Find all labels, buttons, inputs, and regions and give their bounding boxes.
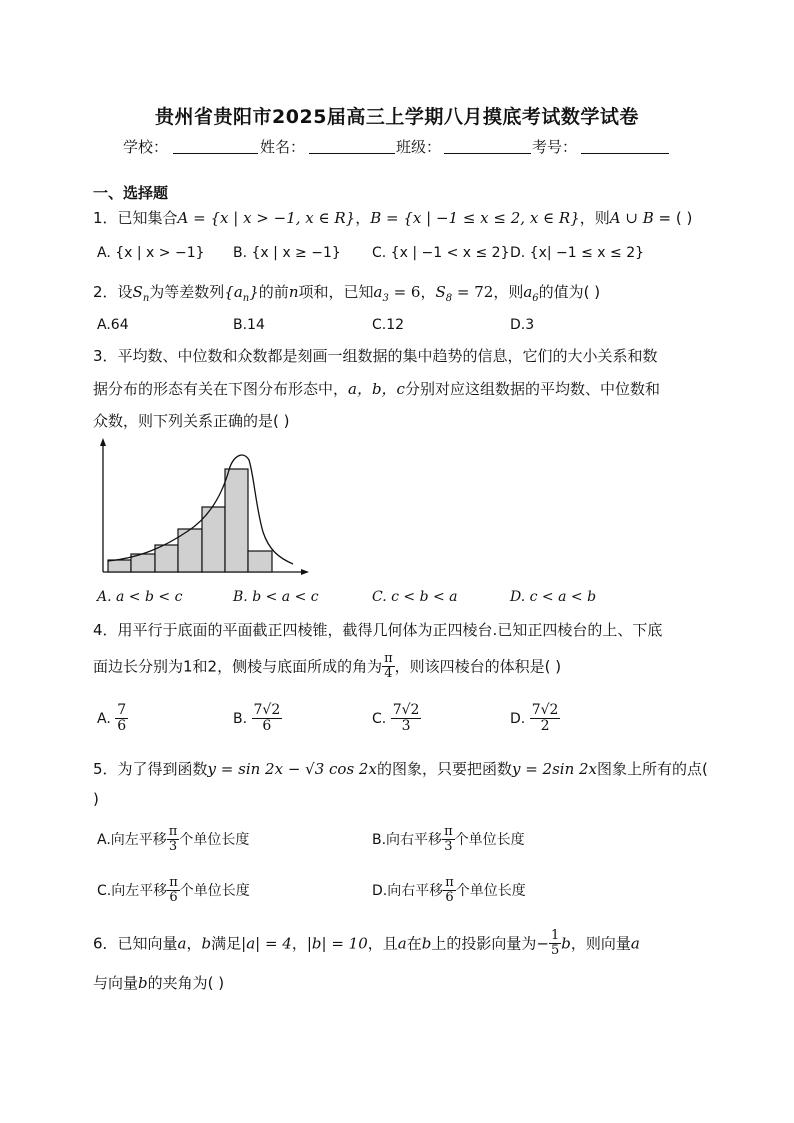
q3-option-d-text: D. c < a < b [510, 589, 597, 605]
q3-line2-text-a: 据分布的形态有关在下图分布形态中， [93, 380, 349, 398]
school-blank[interactable] [173, 139, 258, 154]
q5-option-c-tail: 个单位长度 [179, 882, 250, 899]
q1-suffix: = ( ) [653, 209, 693, 227]
q6-comma-2: ， [291, 934, 307, 953]
question-3-line-2 [93, 378, 660, 399]
q5-option-d-fraction [443, 876, 456, 906]
q2-a6: a [523, 283, 533, 301]
q4-line2-text-a: 面边长分别为1和2，侧棱与底面所成的角为 [93, 657, 383, 676]
q2-sn-sub: n [142, 293, 150, 304]
q5-option-b-tail: 个单位长度 [454, 831, 525, 848]
q1-union: A ∪ B [609, 209, 654, 227]
name-blank[interactable] [309, 139, 395, 154]
q5-function-2: y = 2sin 2x [511, 760, 598, 778]
q2-option-a[interactable]: A.64 [97, 317, 129, 333]
q5-option-c-numerator: π [169, 875, 178, 890]
q4-option-d-denominator: 2 [540, 718, 550, 735]
q1-option-c[interactable]: C. {x | −1 < x ≤ 2} [372, 245, 510, 261]
q6-projection-numerator: 1 [550, 928, 560, 943]
q5-text-b: 的图象，只要把函数 [376, 760, 512, 778]
q3-line2-text-b: 分别对应这组数据的平均数、中位数和 [404, 380, 660, 398]
q4-option-b-numerator: 7√2 [253, 702, 281, 718]
q2-s8-value: = 72，则 [452, 283, 524, 301]
q5-option-b[interactable] [372, 825, 525, 855]
q4-option-b-label: B. [233, 710, 248, 727]
q5-option-b-numerator: π [444, 824, 453, 839]
q5-option-a-tail: 个单位长度 [179, 831, 250, 848]
q5-option-b-denominator: 3 [444, 839, 453, 855]
q6-line2-text-b: 的夹角为( ) [147, 974, 225, 992]
q4-option-c-fraction [391, 703, 422, 735]
q2-sn: S [132, 283, 143, 301]
q6-line2-text-a: 与向量 [93, 974, 139, 992]
q6-vector-a-3: a [630, 934, 640, 953]
exam-number-blank[interactable] [581, 139, 669, 154]
q5-text-c: 图象上所有的点( [597, 760, 708, 778]
q1-option-d[interactable]: D. {x| −1 ≤ x ≤ 2} [510, 245, 645, 261]
q1-set-b: B = {x | −1 ≤ x ≤ 2, x ∈ R} [370, 209, 580, 227]
q4-option-a-fraction [115, 703, 128, 735]
exam-number-field-label: 考号： [532, 138, 578, 156]
q6-text-5: ，则向量 [570, 934, 631, 953]
q5-option-a-label: A.向左平移 [97, 831, 167, 848]
q2-an: {a [224, 283, 243, 301]
q5-option-d-tail: 个单位长度 [455, 882, 526, 899]
q6-vector-a: a [177, 934, 187, 953]
histogram-bar [225, 469, 248, 572]
q2-n: n [288, 283, 299, 301]
q4-option-b-fraction [252, 703, 283, 735]
question-2 [93, 281, 600, 304]
question-6-line-1 [93, 929, 640, 959]
q3-option-b[interactable] [233, 589, 319, 605]
q6-comma-1: ， [186, 934, 202, 953]
question-4-line-2 [93, 652, 561, 682]
q1-prefix: 1．已知集合 [93, 209, 178, 227]
question-5-line-1 [93, 758, 708, 779]
q2-an-sub: n [242, 293, 250, 304]
q4-option-d[interactable] [510, 703, 560, 735]
class-field-label: 班级： [396, 138, 442, 156]
q1-option-a[interactable]: A. {x | x > −1} [97, 245, 205, 261]
q3-distribution-figure [93, 436, 313, 581]
q4-option-b[interactable] [233, 703, 282, 735]
section-title: 一、选择题 [93, 184, 169, 202]
q5-option-b-label: B.向右平移 [372, 831, 443, 848]
q6-text-1: 满足 [211, 934, 242, 953]
y-axis-arrow [100, 438, 106, 446]
q6-text-2: ，且 [367, 934, 398, 953]
q2-a3-sub: 3 [382, 293, 389, 304]
histogram-bar [155, 545, 178, 572]
question-3-line-3: 众数，则下列关系正确的是( ) [93, 412, 290, 430]
q4-option-c[interactable] [372, 703, 421, 735]
q5-option-a[interactable] [97, 825, 249, 855]
q4-option-c-denominator: 3 [401, 718, 411, 735]
q2-option-b[interactable]: B.14 [233, 317, 265, 333]
q6-norm-b: |b| = 10 [306, 934, 368, 953]
q4-option-c-numerator: 7√2 [392, 702, 420, 718]
q6-minus: − [536, 934, 549, 953]
q4-line2-text-b: ，则该四棱台的体积是( ) [394, 657, 562, 676]
q5-option-c[interactable] [97, 876, 250, 906]
q2-an-close: } [249, 283, 259, 301]
q6-vector-a-2: a [397, 934, 407, 953]
q1-option-b[interactable]: B. {x | x ≥ −1} [233, 245, 341, 261]
q5-function-1: y = sin 2x − √3 cos 2x [207, 760, 377, 778]
q6-projection-denominator: 5 [550, 943, 560, 959]
q2-text-3: 项和，已知 [298, 283, 374, 301]
q5-option-d-label: D.向右平移 [372, 882, 444, 899]
q2-suffix: 的值为( ) [538, 283, 601, 301]
q4-angle-denominator: 4 [384, 666, 393, 682]
q1-comma: ， [355, 209, 371, 227]
q3-option-a-text: A. a < b < c [97, 589, 183, 605]
q5-option-d-numerator: π [445, 875, 454, 890]
histogram-bar [248, 551, 272, 572]
q5-option-c-label: C.向左平移 [97, 882, 168, 899]
q5-option-b-fraction [442, 825, 455, 855]
q4-angle-fraction [382, 652, 395, 682]
question-4-line-1: 4．用平行于底面的平面截正四棱锥，截得几何体为正四棱台.已知正四棱台的上、下底 [93, 621, 663, 639]
q2-text-2: 的前 [258, 283, 289, 301]
q2-a3-value: = 6， [388, 283, 436, 301]
q6-vector-b-2: b [421, 934, 432, 953]
q2-a6-sub: 6 [532, 293, 539, 304]
q3-variables: a，b，c [348, 380, 405, 398]
q2-s8-sub: 8 [445, 293, 453, 304]
q5-option-a-denominator: 3 [168, 839, 178, 855]
q1-then: ，则 [579, 209, 610, 227]
q1-set-a: A = {x | x > −1, x ∈ R} [177, 209, 356, 227]
q4-option-c-label: C. [372, 710, 387, 727]
q2-prefix: 2．设 [93, 283, 133, 301]
q6-vector-b-4: b [138, 974, 148, 992]
q2-option-d[interactable]: D.3 [510, 317, 535, 333]
q6-norm-a: |a| = 4 [241, 934, 292, 953]
histogram-bar [108, 560, 131, 572]
q6-vector-b-3: b [561, 934, 571, 953]
q4-option-b-denominator: 6 [262, 718, 272, 735]
q3-option-c-text: C. c < b < a [372, 589, 458, 605]
q5-option-d[interactable] [372, 876, 526, 906]
q6-text-3: 在 [406, 934, 422, 953]
question-6-line-2 [93, 972, 224, 993]
q2-option-c[interactable]: C.12 [372, 317, 405, 333]
q5-option-a-fraction [167, 825, 180, 855]
q5-option-c-fraction [167, 876, 180, 906]
q2-s8: S [435, 283, 446, 301]
q5-option-d-denominator: 6 [445, 890, 454, 906]
q4-option-a-label: A. [97, 710, 111, 727]
q6-prefix: 6．已知向量 [93, 934, 178, 953]
q5-option-a-numerator: π [168, 824, 178, 839]
q6-vector-b: b [201, 934, 212, 953]
q4-option-a-denominator: 6 [117, 718, 127, 735]
q5-text-a: 5．为了得到函数 [93, 760, 208, 778]
school-field-label: 学校： [123, 138, 169, 156]
question-3-line-1: 3．平均数、中位数和众数都是刻画一组数据的集中趋势的信息，它们的大小关系和数 [93, 347, 658, 365]
q2-a3: a [373, 283, 383, 301]
q5-option-c-denominator: 6 [169, 890, 178, 906]
q4-option-a[interactable] [97, 703, 128, 735]
q3-option-d[interactable] [510, 589, 596, 605]
q3-option-a[interactable] [97, 589, 182, 605]
q2-text-1: 为等差数列 [149, 283, 225, 301]
q6-projection-fraction [549, 929, 561, 959]
question-1 [93, 207, 692, 228]
q3-option-c[interactable] [372, 589, 458, 605]
q4-option-d-fraction [530, 703, 561, 735]
question-5-line-2: ) [93, 790, 99, 808]
q4-option-d-label: D. [510, 710, 526, 727]
x-axis-arrow [301, 569, 309, 575]
class-blank[interactable] [444, 139, 531, 154]
q6-text-4: 上的投影向量为 [431, 934, 537, 953]
q4-option-d-numerator: 7√2 [531, 702, 559, 718]
q4-angle-numerator: π [384, 651, 393, 666]
q3-option-b-text: B. b < a < c [233, 589, 319, 605]
q4-option-a-numerator: 7 [117, 702, 127, 718]
name-field-label: 姓名： [260, 138, 306, 156]
page-title: 贵州省贵阳市2025届高三上学期八月摸底考试数学试卷 [155, 106, 639, 128]
